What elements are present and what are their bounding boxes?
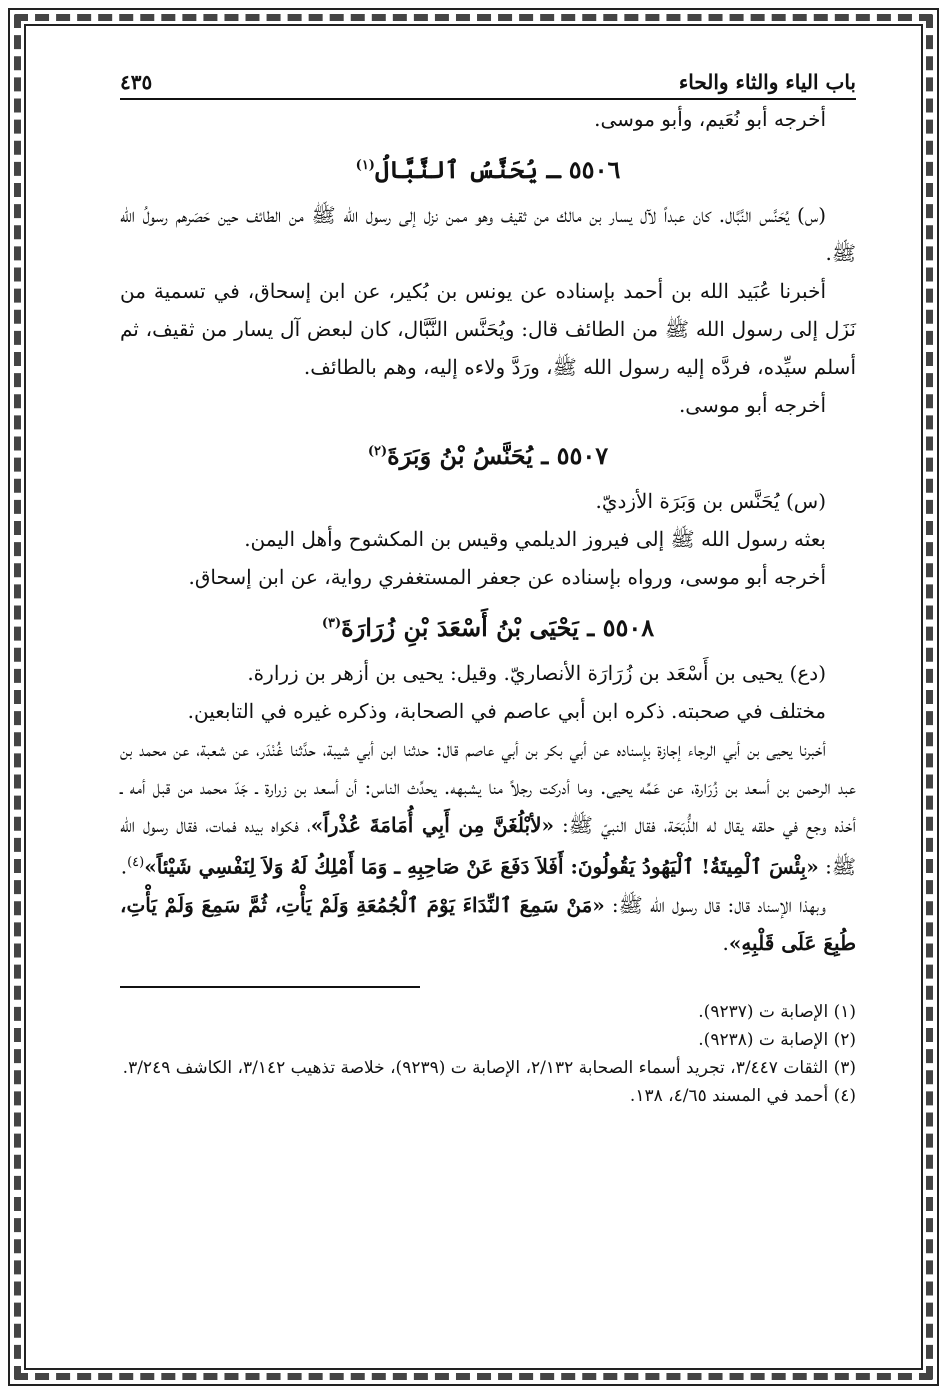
footnote-3: (٣) الثقات ٣/٤٤٧، تجريد أسماء الصحابة ٢/١٣٢، الإصابة ت (٩٢٣٩)، خلاصة تذهيب ٣/١٤٢، الكاشف ٣/٢٤٩. — [122, 1058, 856, 1078]
entry-5506-p2: أخبرنا عُبَيد الله بن أحمد بإسناده عن يونس بن بُكير، عن ابن إسحاق، في تسمية من نَزَل إلى رسول الله ﷺ من الطائف قال: ويُحَنَّس النَّبَّال، كان لبعض آل يسار من ثقيف، ثم أسلم سيِّده، فردَّه إليه رسول الله ﷺ، ورَدَّ ولاءه إليه، وهم بالطائف. — [120, 279, 856, 379]
entry-5507-p1: (س) يُحَنَّس بن وَبَرَة الأزديّ. — [595, 489, 826, 513]
entry-title-5508: ٥٥٠٨ ـ يَحْيَى بْنُ أَسْعَدَ بْنِ زُرَارَةَ$^{(٣)}$ — [321, 613, 655, 642]
running-title: باب الياء والثاء والحاء — [678, 70, 856, 94]
footnote-1: (١) الإصابة ت (٩٢٣٧). — [698, 1002, 856, 1022]
footnotes — [120, 964, 856, 1110]
entry-5506-p3: أخرجه أبو موسى. — [678, 393, 826, 417]
entry-5508-p2: مختلف في صحبته. ذكره ابن أبي عاصم في الصحابة، وذكره غيره في التابعين. — [187, 699, 826, 723]
hadith-text: «بِئْسَ ٱلْمِيتَةُ! ٱلْيَهُودُ يَقُولُونَ: أَفَلاَ دَفَعَ عَنْ صَاحِبِهِ ـ وَمَا أَمْلِكُ لَهُ وَلاَ لِنَفْسِي شَيْئاً» — [144, 854, 819, 879]
footnote-ref-3: (٣) — [321, 616, 342, 631]
footnote-ref-2: (٢) — [367, 444, 388, 459]
entry-5508-p3: أخبرنا يحيى بن أبي الرجاء إجازة بإسناده عن أبي بكر بن أبي عاصم قال: حدثنا ابن أبي شيبة، حدَّثنا غُنْدَر، عن شعبة، عن محمد بن عبد الرحمن بن أسعد بن زُرَارة، عن عَمِّه يحيى. وما أدركت رجلاً منا يشبهه. يحدِّث الناس: أن أسعد بن زرارة ـ جَدّ محمد من قبل أمه ـ أخذه وجع في حلقه يقال له الذُّبَحَة، فقال النبيّ ﷺ: «لأبْلُغَنَّ مِن أَبِي أُمَامَةَ عُذْراً»، فكواه بيده فمات، فقال رسول الله ﷺ: «بِئْسَ ٱلْمِيتَةُ! ٱلْيَهُودُ يَقُولُونَ: أَفَلاَ دَفَعَ عَنْ صَاحِبِهِ ـ وَمَا أَمْلِكُ لَهُ وَلاَ لِنَفْسِي شَيْئاً»$^{(٤)}$. — [120, 737, 856, 879]
footnote-divider — [120, 986, 420, 988]
footnote-ref-4: (٤) — [127, 855, 145, 870]
intro-line: أخرجه أبو نُعَيم، وأبو موسى. — [594, 107, 826, 131]
footnote-2: (٢) الإصابة ت (٩٢٣٨). — [698, 1030, 856, 1050]
footnote-ref-1: (١) — [355, 158, 375, 173]
hadith-text: «مَنْ سَمِعَ ٱلنِّدَاءَ يَوْمَ ٱلْجُمُعَةِ وَلَمْ يَأْتِ، ثُمَّ سَمِعَ وَلَمْ يَأْتِ، طُبِعَ عَلَى قَلْبِهِ» — [120, 892, 856, 955]
page-header — [120, 64, 856, 100]
hadith-text: «لأبْلُغَنَّ مِن أَبِي أُمَامَةَ عُذْراً» — [310, 813, 554, 837]
entry-title-5507: ٥٥٠٧ ـ يُحَنَّسُ بْنُ وَبَرَةَ$^{(٢)}$ — [367, 441, 609, 470]
entry-5508-p4: وبهذا الإسناد قال: قال رسول الله ﷺ: «مَنْ سَمِعَ ٱلنِّدَاءَ يَوْمَ ٱلْجُمُعَةِ وَلَمْ يَأْتِ، ثُمَّ سَمِعَ وَلَمْ يَأْتِ، طُبِعَ عَلَى قَلْبِهِ». — [120, 892, 856, 955]
entry-5507-p2: بعثه رسول الله ﷺ إلى فيروز الديلمي وقيس بن المكشوح وأهل اليمن. — [244, 527, 826, 551]
entry-5506-p1: (س) يُحَنَّس النَّبَّال. كان عبداً لآل يسار بن مالك من ثقيف وهو ممن نزل إلى رسول الله ﷺ من الطائف حين حَصَرهم رسولُ الله ﷺ. — [120, 203, 856, 265]
entry-5508-p1: (دع) يحيى بن أَسْعَد بن زُرَارَة الأنصاريّ. وقيل: يحيى بن أزهر بن زرارة. — [247, 661, 826, 685]
entry-title-5506: ٥٥٠٦ ـ يُحَنَّسُ ٱلنَّبَّالُ$^{(١)}$ — [355, 155, 621, 184]
footnote-4: (٤) أحمد في المسند ٤/٦٥، ١٣٨. — [629, 1086, 856, 1106]
entry-5507-p3: أخرجه أبو موسى، ورواه بإسناده عن جعفر المستغفري رواية، عن ابن إسحاق. — [188, 565, 826, 589]
page-number: ٤٣٥ — [120, 70, 153, 94]
page-content — [120, 64, 856, 1334]
